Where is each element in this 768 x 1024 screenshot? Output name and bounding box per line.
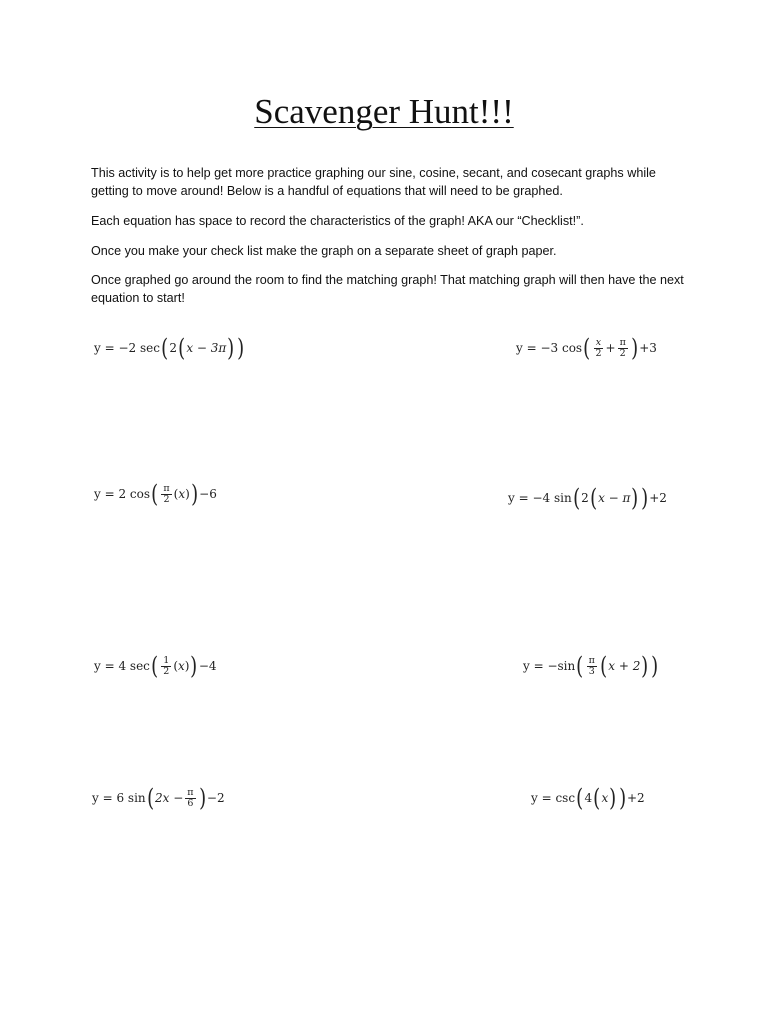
equation-8-coefficient: 4	[584, 791, 593, 805]
intro-paragraph: This activity is to help get more practice graphing our sine, cosine, secant, and cosecant graphs while getting to move around! Below is a handful of equations that will need to be graphed.	[91, 166, 656, 198]
equation-2-fraction-2: $\frac{\pi}{2}$	[619, 336, 626, 359]
equation-2: y = −3 cos ( $\frac{x}{2}$ + $\frac{\pi}{2}$ ) +3	[516, 334, 657, 362]
equation-8: y = csc ( 4 ( x ) ) +2	[531, 784, 645, 812]
checklist-paragraph: Each equation has space to record the characteristics of the graph! AKA our “Checklist!”.	[91, 214, 584, 228]
equation-6-fraction: $\frac{\pi}{3}$	[588, 654, 595, 677]
equation-7-shift: −2	[206, 791, 225, 805]
equation-4-argument: x − π	[598, 491, 631, 505]
equation-3-lhs: y = 2 cos	[94, 487, 151, 501]
equation-2-fraction-1: $\frac{x}{2}$	[595, 336, 602, 359]
equation-5-fraction: $\frac{1}{2}$	[163, 654, 170, 677]
graph-paper-paragraph: Once you make your check list make the graph on a separate sheet of graph paper.	[91, 244, 557, 258]
equation-4-lhs: y = −4 sin	[508, 491, 572, 505]
page-title: Scavenger Hunt!!!	[254, 92, 514, 131]
equation-4: y = −4 sin ( 2 ( x − π ) ) +2	[508, 484, 667, 512]
equation-4-shift: +2	[649, 491, 667, 505]
equation-2-lhs: y = −3 cos	[516, 341, 583, 355]
equation-6-lhs: y = −sin	[523, 659, 576, 673]
equation-1-coefficient: 2	[169, 341, 177, 355]
equation-7-pre: 2x −	[155, 791, 184, 805]
equation-6: y = −sin ( $\frac{\pi}{3}$ ( x + 2 ) )	[523, 652, 658, 680]
equation-4-coefficient: 2	[581, 491, 589, 505]
equation-2-shift: +3	[639, 341, 657, 355]
equation-5: y = 4 sec ( $\frac{1}{2}$ ( x ) ) −4	[94, 652, 217, 680]
equation-5-argument: x	[178, 659, 185, 673]
equation-2-operator: +	[605, 341, 616, 355]
equation-3-fraction: $\frac{\pi}{2}$	[163, 482, 170, 505]
equation-5-shift: −4	[198, 659, 217, 673]
equation-3: y = 2 cos ( $\frac{\pi}{2}$ ( x ) ) −6	[94, 480, 217, 508]
equation-1-lhs: y = −2 sec	[94, 341, 160, 355]
equation-5-lhs: y = 4 sec	[94, 659, 150, 673]
equation-8-argument: x	[601, 791, 609, 805]
equation-7: y = 6 sin ( 2x − $\frac{\pi}{6}$ ) −2	[92, 784, 225, 812]
equation-3-shift: −6	[199, 487, 217, 501]
equation-7-lhs: y = 6 sin	[92, 791, 146, 805]
equation-1: y = −2 sec ( 2 ( x − 3π ) )	[94, 334, 244, 362]
equation-3-argument: x	[178, 487, 186, 501]
equation-8-shift: +2	[626, 791, 645, 805]
equation-7-fraction: $\frac{\pi}{6}$	[187, 786, 194, 809]
equation-6-argument: x + 2	[608, 659, 641, 673]
matching-graph-paragraph: Once graphed go around the room to find the matching graph! That matching graph will then have the next equation to start!	[91, 273, 684, 305]
equation-1-argument: x − 3π	[186, 341, 227, 355]
equation-8-lhs: y = csc	[531, 791, 576, 805]
